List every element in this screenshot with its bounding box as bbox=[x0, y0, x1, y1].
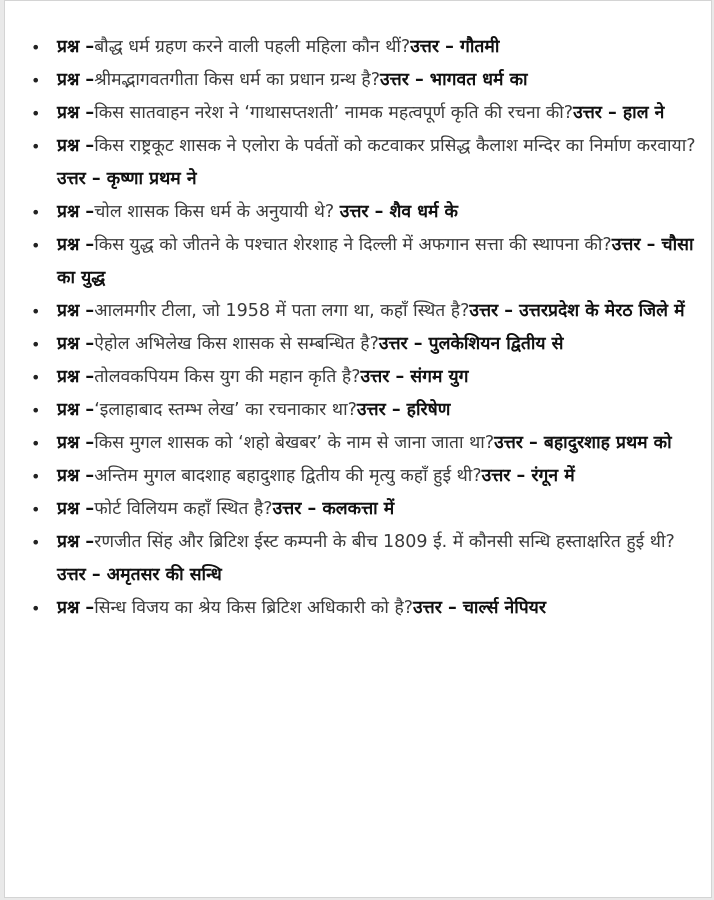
question-label: प्रश्न – bbox=[57, 499, 95, 519]
question-label: प्रश्न – bbox=[57, 103, 95, 123]
question-text: ऐहोल अभिलेख किस शासक से सम्बन्धित है? bbox=[94, 334, 379, 354]
answer-text: उत्तर – कलकत्ता में bbox=[272, 499, 395, 519]
qa-item bbox=[31, 394, 699, 427]
answer-text: उत्तर – बहादुरशाह प्रथम को bbox=[494, 433, 672, 453]
question-text: सिन्ध विजय का श्रेय किस ब्रिटिश अधिकारी को है? bbox=[94, 598, 414, 618]
answer-text: उत्तर – उत्तरप्रदेश के मेरठ जिले में bbox=[469, 301, 685, 321]
qa-item bbox=[31, 493, 699, 526]
qa-item bbox=[31, 460, 699, 493]
answer-text: उत्तर – हाल ने bbox=[573, 103, 665, 123]
qa-item bbox=[31, 427, 699, 460]
answer-text: उत्तर – शैव धर्म के bbox=[339, 202, 458, 222]
qa-item bbox=[31, 196, 699, 229]
question-text: किस युद्ध को जीतने के पश्चात शेरशाह ने दिल्ली में अफगान सत्ता की स्थापना की? bbox=[94, 235, 612, 255]
question-label: प्रश्न – bbox=[57, 136, 95, 156]
question-text: श्रीमद्भागवतगीता किस धर्म का प्रधान ग्रन्थ है? bbox=[94, 70, 381, 90]
question-label: प्रश्न – bbox=[57, 37, 95, 57]
answer-text: उत्तर – अमृतसर की सन्धि bbox=[57, 565, 222, 585]
question-text: अन्तिम मुगल बादशाह बहादुशाह द्वितीय की मृत्यु कहाँ हुई थी? bbox=[94, 466, 482, 486]
question-text: किस राष्ट्रकूट शासक ने एलोरा के पर्वतों को कटवाकर प्रसिद्ध कैलाश मन्दिर का निर्माण करवाया? bbox=[94, 136, 696, 156]
answer-text: उत्तर – हरिषेण bbox=[356, 400, 451, 420]
question-label: प्रश्न – bbox=[57, 400, 95, 420]
question-answer-list bbox=[5, 1, 711, 625]
qa-item bbox=[31, 361, 699, 394]
answer-text: उत्तर – भागवत धर्म का bbox=[380, 70, 528, 90]
qa-item bbox=[31, 97, 699, 130]
question-label: प्रश्न – bbox=[57, 532, 95, 552]
question-text: तोलवकपियम किस युग की महान कृति है? bbox=[94, 367, 361, 387]
question-text: फोर्ट विलियम कहाँ स्थित है? bbox=[94, 499, 273, 519]
document-page bbox=[4, 0, 712, 898]
qa-item bbox=[31, 295, 699, 328]
qa-item bbox=[31, 592, 699, 625]
answer-text: उत्तर – चौसा का युद्ध bbox=[57, 235, 694, 288]
question-label: प्रश्न – bbox=[57, 466, 95, 486]
question-text: ‘इलाहाबाद स्तम्भ लेख’ का रचनाकार था? bbox=[94, 400, 357, 420]
qa-item bbox=[31, 229, 699, 295]
question-text: बौद्ध धर्म ग्रहण करने वाली पहली महिला कौन थीं? bbox=[94, 37, 411, 57]
question-text: आलमगीर टीला, जो 1958 में पता लगा था, कहाँ स्थित है? bbox=[94, 301, 470, 321]
qa-item bbox=[31, 64, 699, 97]
qa-item bbox=[31, 31, 699, 64]
question-text: किस सातवाहन नरेश ने ‘गाथासप्तशती’ नामक महत्वपूर्ण कृति की रचना की? bbox=[94, 103, 574, 123]
question-text: चोल शासक किस धर्म के अनुयायी थे? bbox=[94, 202, 340, 222]
qa-item bbox=[31, 328, 699, 361]
question-label: प्रश्न – bbox=[57, 598, 95, 618]
question-text: रणजीत सिंह और ब्रिटिश ईस्ट कम्पनी के बीच 1809 ई. में कौनसी सन्धि हस्ताक्षरित हुई थी? bbox=[94, 532, 675, 552]
answer-text: उत्तर – चार्ल्स नेपियर bbox=[413, 598, 546, 618]
answer-text: उत्तर – पुलकेशियन द्वितीय से bbox=[378, 334, 564, 354]
qa-item bbox=[31, 130, 699, 196]
answer-text: उत्तर – रंगून में bbox=[481, 466, 575, 486]
question-label: प्रश्न – bbox=[57, 301, 95, 321]
question-label: प्रश्न – bbox=[57, 202, 95, 222]
question-label: प्रश्न – bbox=[57, 367, 95, 387]
answer-text: उत्तर – कृष्णा प्रथम ने bbox=[57, 169, 197, 189]
answer-text: उत्तर – गौतमी bbox=[410, 37, 500, 57]
qa-item bbox=[31, 526, 699, 592]
question-label: प्रश्न – bbox=[57, 433, 95, 453]
question-label: प्रश्न – bbox=[57, 334, 95, 354]
answer-text: उत्तर – संगम युग bbox=[360, 367, 469, 387]
question-label: प्रश्न – bbox=[57, 70, 95, 90]
question-label: प्रश्न – bbox=[57, 235, 95, 255]
question-text: किस मुगल शासक को ‘शहो बेखबर’ के नाम से जाना जाता था? bbox=[94, 433, 495, 453]
